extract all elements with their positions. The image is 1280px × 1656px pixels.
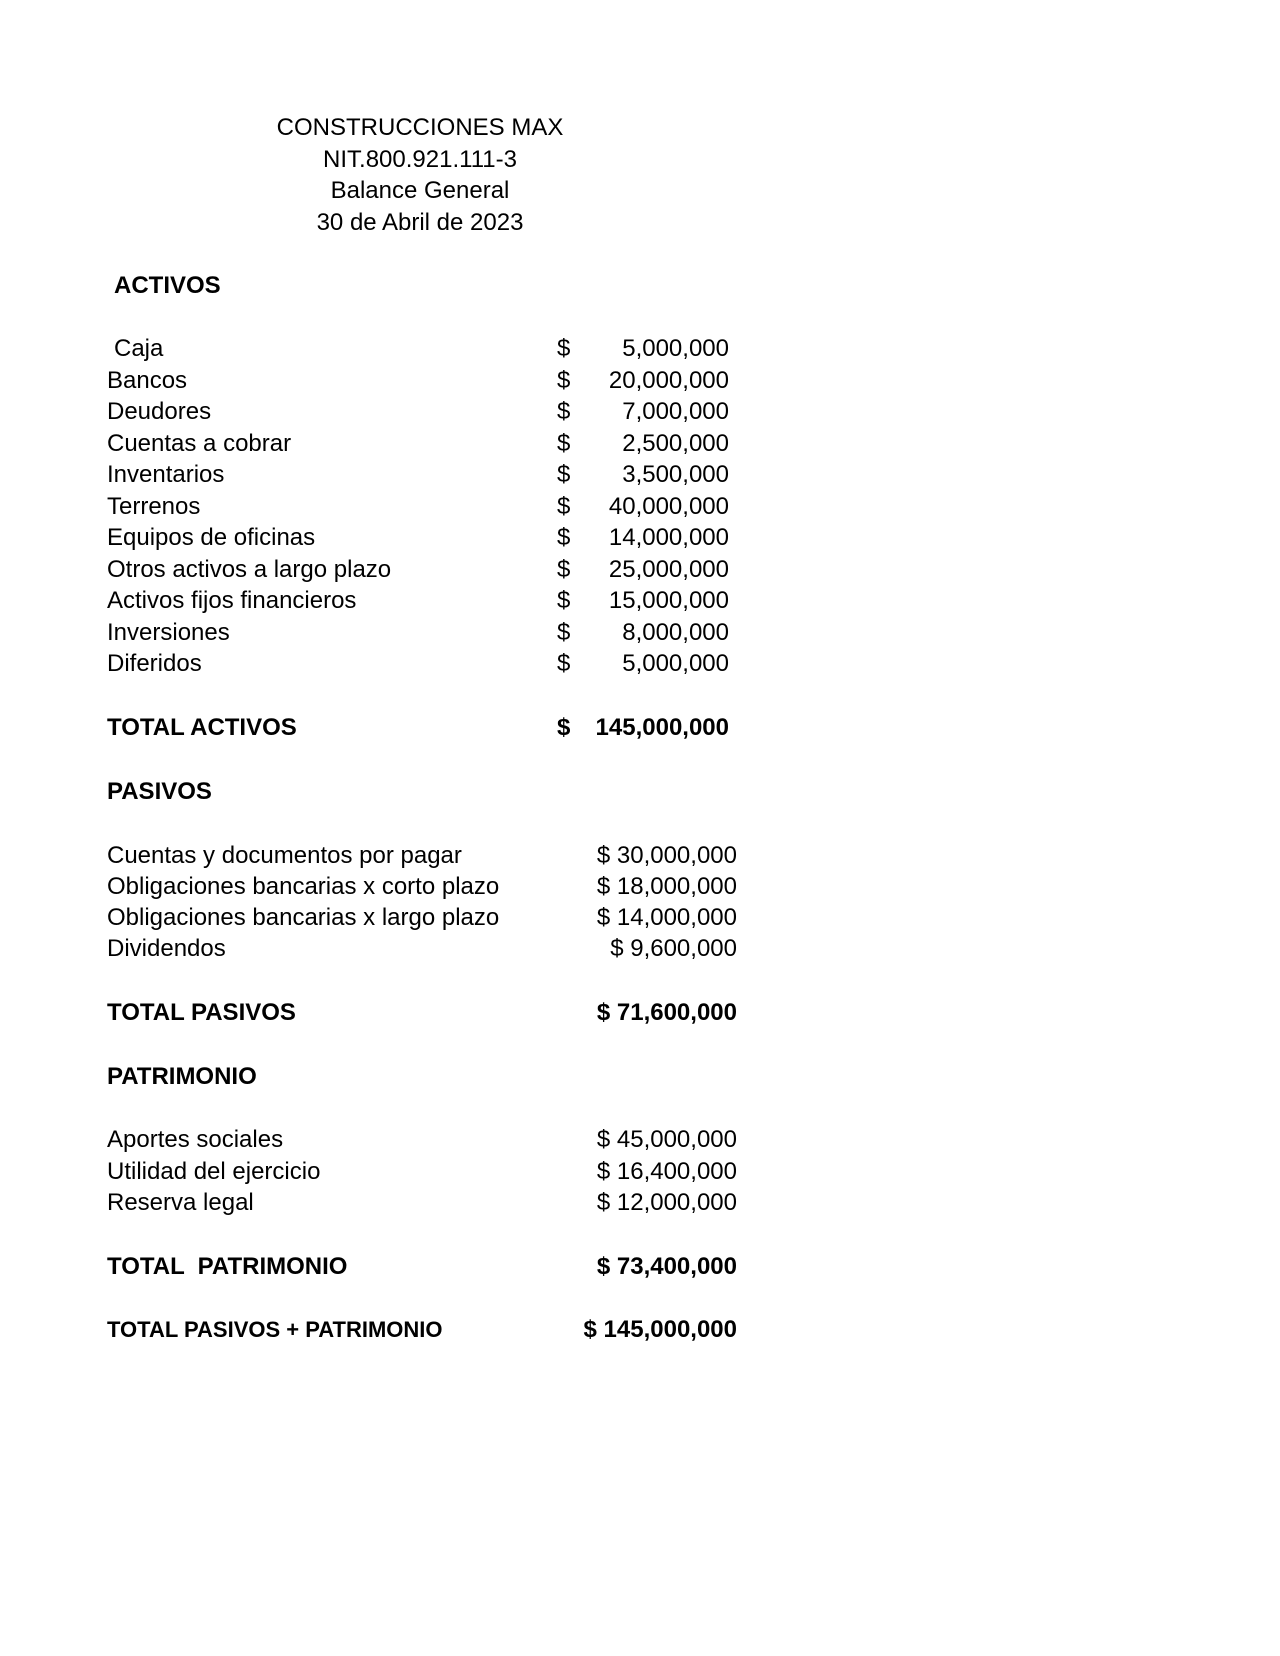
activo-label: Bancos — [107, 366, 188, 394]
pasivo-row — [107, 933, 737, 965]
activo-amount: 14,000,000 — [608, 524, 729, 551]
patrimonio-amount: $ 12,000,000 — [596, 1189, 737, 1216]
currency-symbol: $ — [557, 335, 571, 362]
activo-amount: 20,000,000 — [608, 366, 729, 394]
activo-row — [107, 365, 737, 397]
pasivo-label: Cuentas y documentos por pagar — [107, 842, 462, 869]
total-pasivos-amount: $ 71,600,000 — [596, 999, 737, 1026]
grand-total-label: TOTAL PASIVOS + PATRIMONIO — [107, 1317, 443, 1342]
pasivo-amount: $ 30,000,000 — [596, 842, 737, 869]
total-patrimonio-amount: $ 73,400,000 — [596, 1253, 737, 1280]
activo-row — [107, 554, 737, 586]
pasivo-label: Obligaciones bancarias x largo plazo — [107, 904, 500, 931]
pasivo-label: Obligaciones bancarias x corto plazo — [107, 873, 500, 900]
activo-amount: 40,000,000 — [608, 492, 729, 520]
activo-label: Diferidos — [107, 650, 202, 677]
activo-row — [107, 648, 737, 680]
patrimonio-row — [107, 1156, 737, 1188]
currency-symbol: $ — [557, 524, 571, 551]
activo-amount: 8,000,000 — [622, 618, 729, 646]
activo-amount: 7,000,000 — [622, 398, 729, 425]
report-date: 30 de Abril de 2023 — [316, 208, 524, 236]
company-nit: NIT.800.921.111-3 — [323, 145, 517, 173]
total-pasivos-row — [107, 997, 737, 1029]
activo-row — [107, 333, 737, 365]
patrimonio-label: Aportes sociales — [107, 1126, 284, 1153]
pasivo-amount: $ 14,000,000 — [596, 904, 737, 931]
activo-amount: 2,500,000 — [622, 429, 729, 457]
activo-label: Cuentas a cobrar — [107, 429, 292, 457]
currency-symbol: $ — [557, 618, 571, 646]
patrimonio-amount: $ 16,400,000 — [596, 1157, 737, 1185]
currency-symbol: $ — [557, 714, 571, 741]
activo-row — [107, 459, 737, 491]
currency-symbol: $ — [557, 429, 571, 457]
currency-symbol: $ — [557, 587, 571, 614]
grand-total-row — [107, 1314, 737, 1346]
patrimonio-row — [107, 1124, 737, 1156]
activo-amount: 3,500,000 — [622, 461, 729, 488]
currency-symbol: $ — [557, 492, 571, 520]
pasivo-amount: $ 18,000,000 — [596, 873, 737, 900]
currency-symbol: $ — [557, 461, 571, 488]
currency-symbol: $ — [557, 366, 571, 394]
activo-amount: 15,000,000 — [608, 587, 729, 614]
grand-total-amount: $ 145,000,000 — [583, 1316, 737, 1343]
pasivo-row — [107, 902, 737, 934]
activo-label: Inventarios — [107, 461, 225, 488]
patrimonio-label: Utilidad del ejercicio — [107, 1157, 321, 1185]
activo-label: Equipos de oficinas — [107, 524, 316, 551]
activo-label: Caja — [114, 335, 164, 362]
activo-row — [107, 491, 737, 523]
activo-amount: 5,000,000 — [622, 650, 729, 677]
pasivo-label: Dividendos — [107, 935, 226, 962]
activo-row — [107, 428, 737, 460]
patrimonio-section-title: PATRIMONIO — [107, 1063, 257, 1090]
company-name: CONSTRUCCIONES MAX — [276, 114, 564, 141]
document-header — [170, 112, 670, 238]
activo-row — [107, 585, 737, 617]
activo-label: Terrenos — [107, 492, 201, 520]
activo-amount: 5,000,000 — [622, 335, 729, 362]
activo-row — [107, 396, 737, 428]
activo-label: Inversiones — [107, 618, 230, 646]
activo-row — [107, 522, 737, 554]
activo-row — [107, 617, 737, 649]
currency-symbol: $ — [557, 650, 571, 677]
activo-label: Otros activos a largo plazo — [107, 555, 392, 583]
activos-section-title: ACTIVOS — [114, 272, 221, 299]
activo-amount: 25,000,000 — [608, 555, 729, 583]
patrimonio-label: Reserva legal — [107, 1189, 254, 1216]
activo-label: Activos fijos financieros — [107, 587, 357, 614]
pasivo-row — [107, 840, 737, 872]
currency-symbol: $ — [557, 555, 571, 583]
total-activos-label: TOTAL ACTIVOS — [107, 714, 297, 741]
pasivos-section-title: PASIVOS — [107, 778, 212, 805]
activo-label: Deudores — [107, 398, 212, 425]
currency-symbol: $ — [557, 398, 571, 425]
pasivo-amount: $ 9,600,000 — [610, 935, 737, 962]
total-pasivos-label: TOTAL PASIVOS — [107, 999, 296, 1026]
total-activos-row — [107, 712, 737, 744]
total-patrimonio-label: TOTAL PATRIMONIO — [107, 1253, 348, 1280]
total-patrimonio-row — [107, 1251, 737, 1283]
pasivo-row — [107, 871, 737, 903]
report-title: Balance General — [330, 177, 510, 204]
total-activos-amount: 145,000,000 — [595, 714, 729, 741]
patrimonio-row — [107, 1187, 737, 1219]
patrimonio-amount: $ 45,000,000 — [596, 1126, 737, 1153]
